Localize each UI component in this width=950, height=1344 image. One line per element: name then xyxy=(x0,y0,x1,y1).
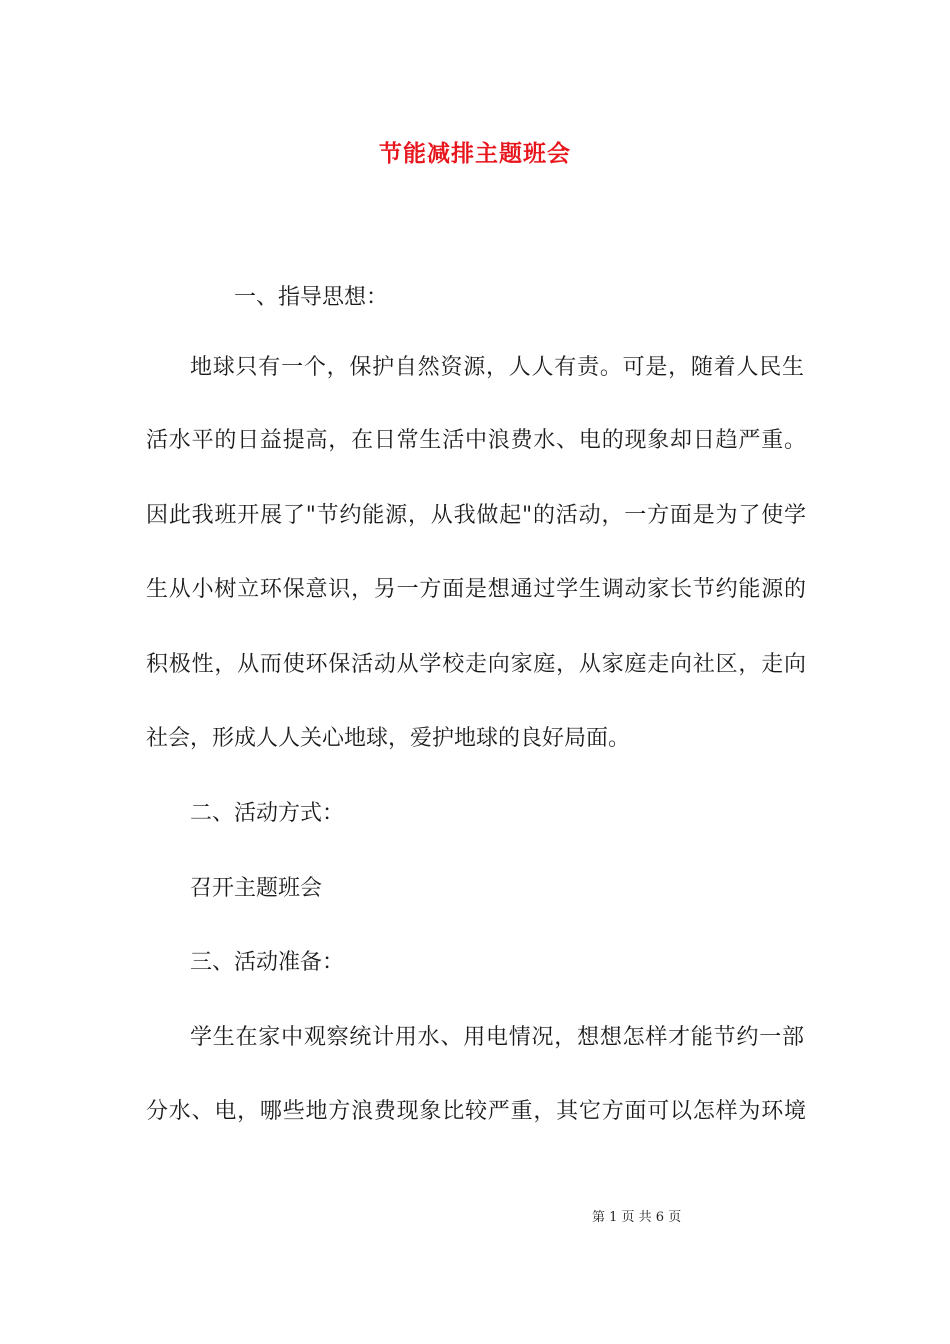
document-title: 节能减排主题班会 xyxy=(379,140,571,167)
paragraph-line: 因此我班开展了"节约能源，从我做起"的活动，一方面是为了使学 xyxy=(146,503,806,528)
paragraph-line: 召开主题班会 xyxy=(190,876,323,901)
paragraph-line: 积极性，从而使环保活动从学校走向家庭，从家庭走向社区，走向 xyxy=(146,652,806,677)
paragraph-line: 活水平的日益提高，在日常生活中浪费水、电的现象却日趋严重。 xyxy=(146,428,806,453)
section-heading-activity-prep: 三、活动准备： xyxy=(190,950,345,975)
paragraph-line: 地球只有一个，保护自然资源，人人有责。可是，随着人民生 xyxy=(190,355,804,380)
paragraph-line: 生从小树立环保意识，另一方面是想通过学生调动家长节约能源的 xyxy=(146,577,806,602)
paragraph-line: 学生在家中观察统计用水、用电情况，想想怎样才能节约一部 xyxy=(190,1025,804,1050)
paragraph-line: 分水、电，哪些地方浪费现象比较严重，其它方面可以怎样为环境 xyxy=(146,1099,806,1124)
page-number-footer: 第 1 页 共 6 页 xyxy=(592,1210,682,1225)
section-heading-activity-method: 二、活动方式： xyxy=(190,801,345,826)
section-heading-guiding-idea: 一、指导思想： xyxy=(234,285,389,310)
paragraph-line: 社会，形成人人关心地球，爱护地球的良好局面。 xyxy=(146,726,631,751)
